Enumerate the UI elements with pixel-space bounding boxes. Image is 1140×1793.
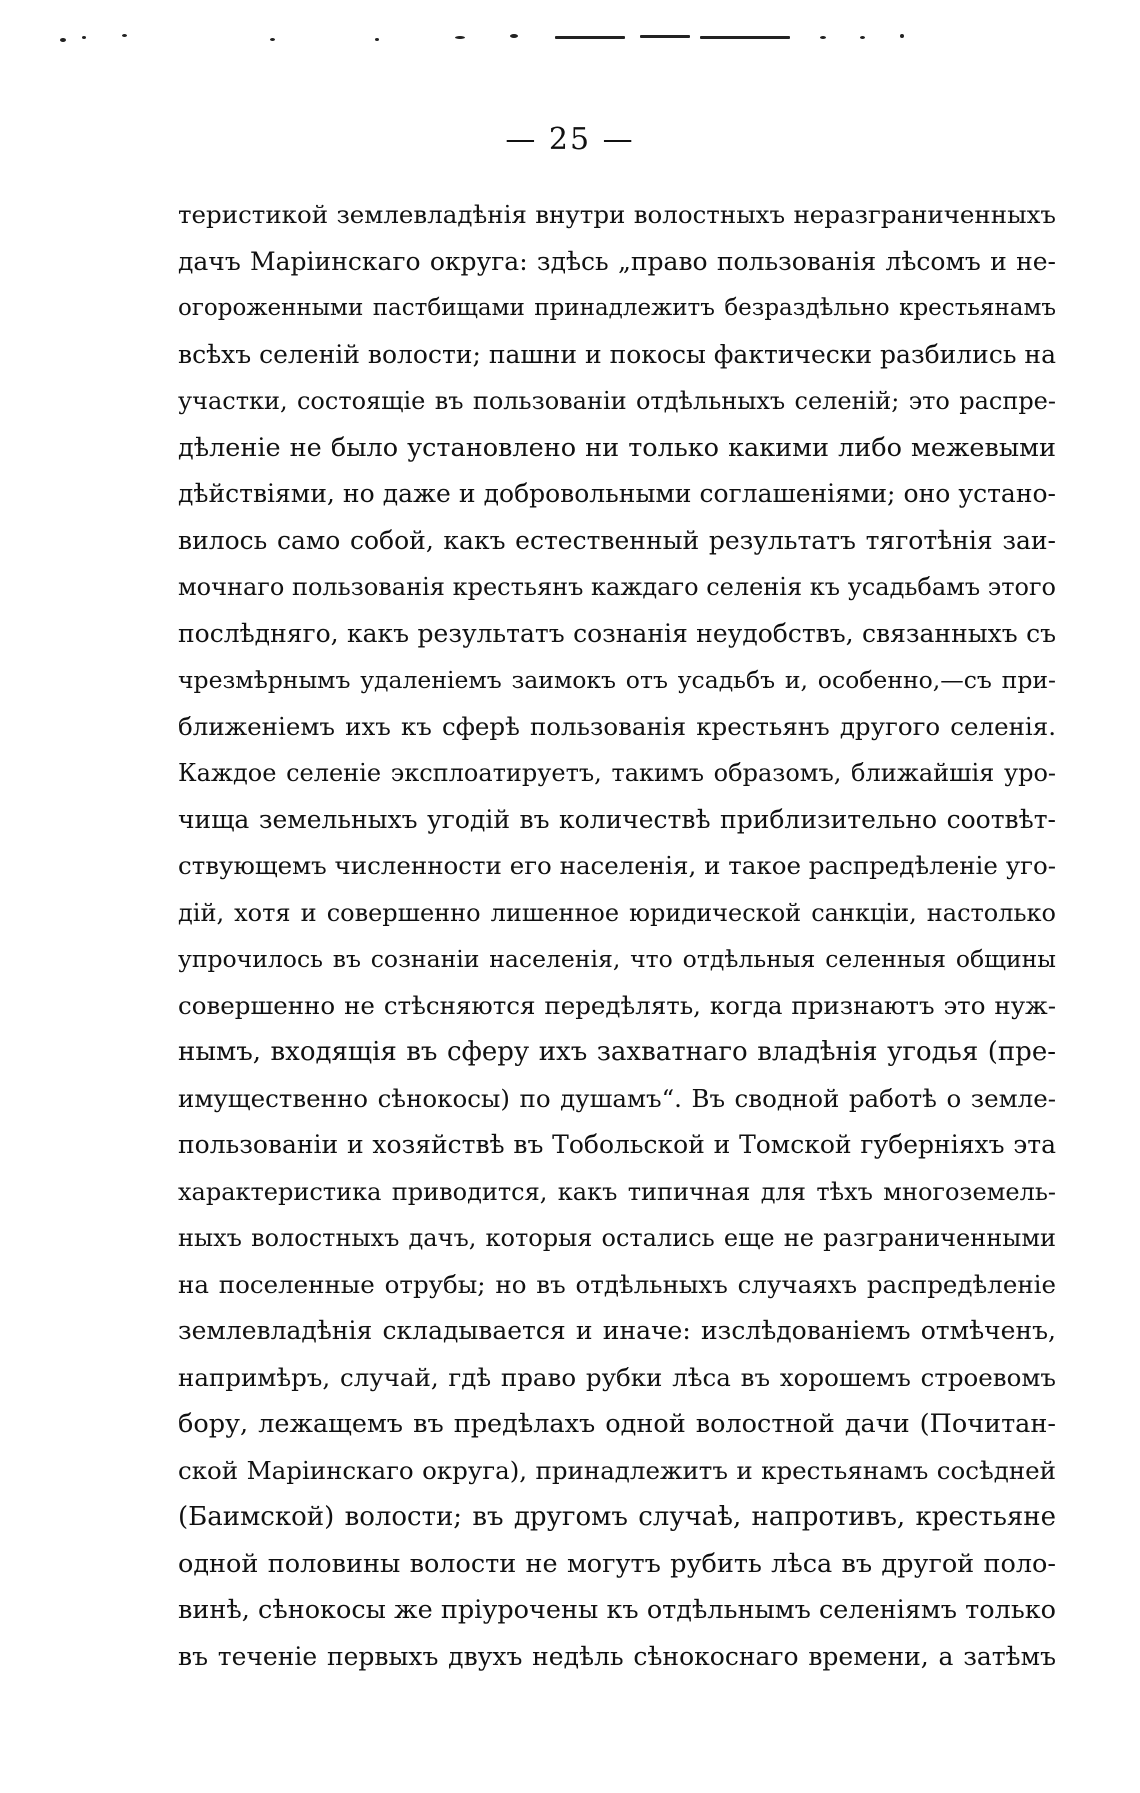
- text-line: Каждое селеніе эксплоатируетъ, такимъ образомъ, ближайшія уро-: [178, 759, 1056, 787]
- text-line: участки, состоящіе въ пользованіи отдѣльныхъ селеній; это распре-: [178, 387, 1056, 415]
- text-line: винѣ, сѣнокосы же пріурочены къ отдѣльнымъ селеніямъ только: [178, 1595, 1056, 1625]
- text-line: совершенно не стѣсняются передѣлять, когда признаютъ это нуж-: [178, 990, 1056, 1020]
- text-line: дій, хотя и совершенно лишенное юридической санкціи, настолько: [178, 898, 1056, 927]
- text-line: характеристика приводится, какъ типичная для тѣхъ многоземель-: [178, 1177, 1056, 1206]
- text-line: ской Маріинскаго округа), принадлежитъ и крестьянамъ сосѣдней: [178, 1455, 1056, 1485]
- text-line: на поселенные отрубы; но въ отдѣльныхъ случаяхъ распредѣленіе: [178, 1269, 1056, 1299]
- text-line: напримѣръ, случай, гдѣ право рубки лѣса въ хорошемъ строевомъ: [178, 1362, 1056, 1392]
- text-line: всѣхъ селеній волости; пашни и покосы фактически разбились на: [178, 339, 1056, 369]
- text-line: ближеніемъ ихъ къ сферѣ пользованія крестьянъ другого селенія.: [178, 711, 1056, 741]
- text-line: упрочилось въ сознаніи населенія, что отдѣльныя селенныя общины: [178, 945, 1056, 973]
- page-number: — 25 —: [505, 122, 635, 157]
- text-line: дачъ Маріинскаго округа: здѣсь „право пользованія лѣсомъ и не-: [178, 246, 1056, 276]
- text-line: нымъ, входящія въ сферу ихъ захватнаго владѣнія угодья (пре-: [178, 1037, 1056, 1067]
- text-line: дѣйствіями, но даже и добровольными соглашеніями; оно устано-: [178, 479, 1056, 508]
- text-line: огороженными пастбищами принадлежитъ безраздѣльно крестьянамъ: [178, 295, 1056, 321]
- text-line: одной половины волости не могутъ рубить лѣса въ другой поло-: [178, 1548, 1056, 1579]
- text-line: пользованіи и хозяйствѣ въ Тобольской и Томской губерніяхъ эта: [178, 1130, 1056, 1159]
- text-line: чища земельныхъ угодій въ количествѣ приблизительно соотвѣт-: [178, 804, 1056, 834]
- text-line: дѣленіе не было установлено ни только какими либо межевыми: [178, 432, 1056, 463]
- text-line: бору, лежащемъ въ предѣлахъ одной волостной дачи (Почитан-: [178, 1409, 1056, 1439]
- text-line: ныхъ волостныхъ дачъ, которыя остались еще не разграниченными: [178, 1224, 1056, 1252]
- text-line: мочнаго пользованія крестьянъ каждаго селенія къ усадьбамъ этого: [178, 573, 1056, 601]
- text-line: ствующемъ численности его населенія, и такое распредѣленіе уго-: [178, 851, 1056, 880]
- text-line: землевладѣнія складывается и иначе: изслѣдованіемъ отмѣченъ,: [178, 1316, 1056, 1345]
- text-line: въ теченіе первыхъ двухъ недѣль сѣнокоснаго времени, а затѣмъ: [178, 1641, 1056, 1671]
- text-line: теристикой землевладѣнія внутри волостныхъ неразграниченныхъ: [178, 200, 1056, 229]
- body-text: [178, 192, 1056, 1680]
- text-line: (Баимской) волости; въ другомъ случаѣ, напротивъ, крестьяне: [178, 1502, 1056, 1532]
- text-line: имущественно сѣнокосы) по душамъ“. Въ сводной работѣ о земле-: [178, 1083, 1056, 1113]
- text-line: послѣдняго, какъ результатъ сознанія неудобствъ, связанныхъ съ: [178, 618, 1056, 648]
- scan-noise-strip: [60, 28, 1020, 48]
- text-line: чрезмѣрнымъ удаленіемъ заимокъ отъ усадьбъ и, особенно,—съ при-: [178, 666, 1056, 694]
- text-line: вилось само собой, какъ естественный результатъ тяготѣнія заи-: [178, 525, 1056, 555]
